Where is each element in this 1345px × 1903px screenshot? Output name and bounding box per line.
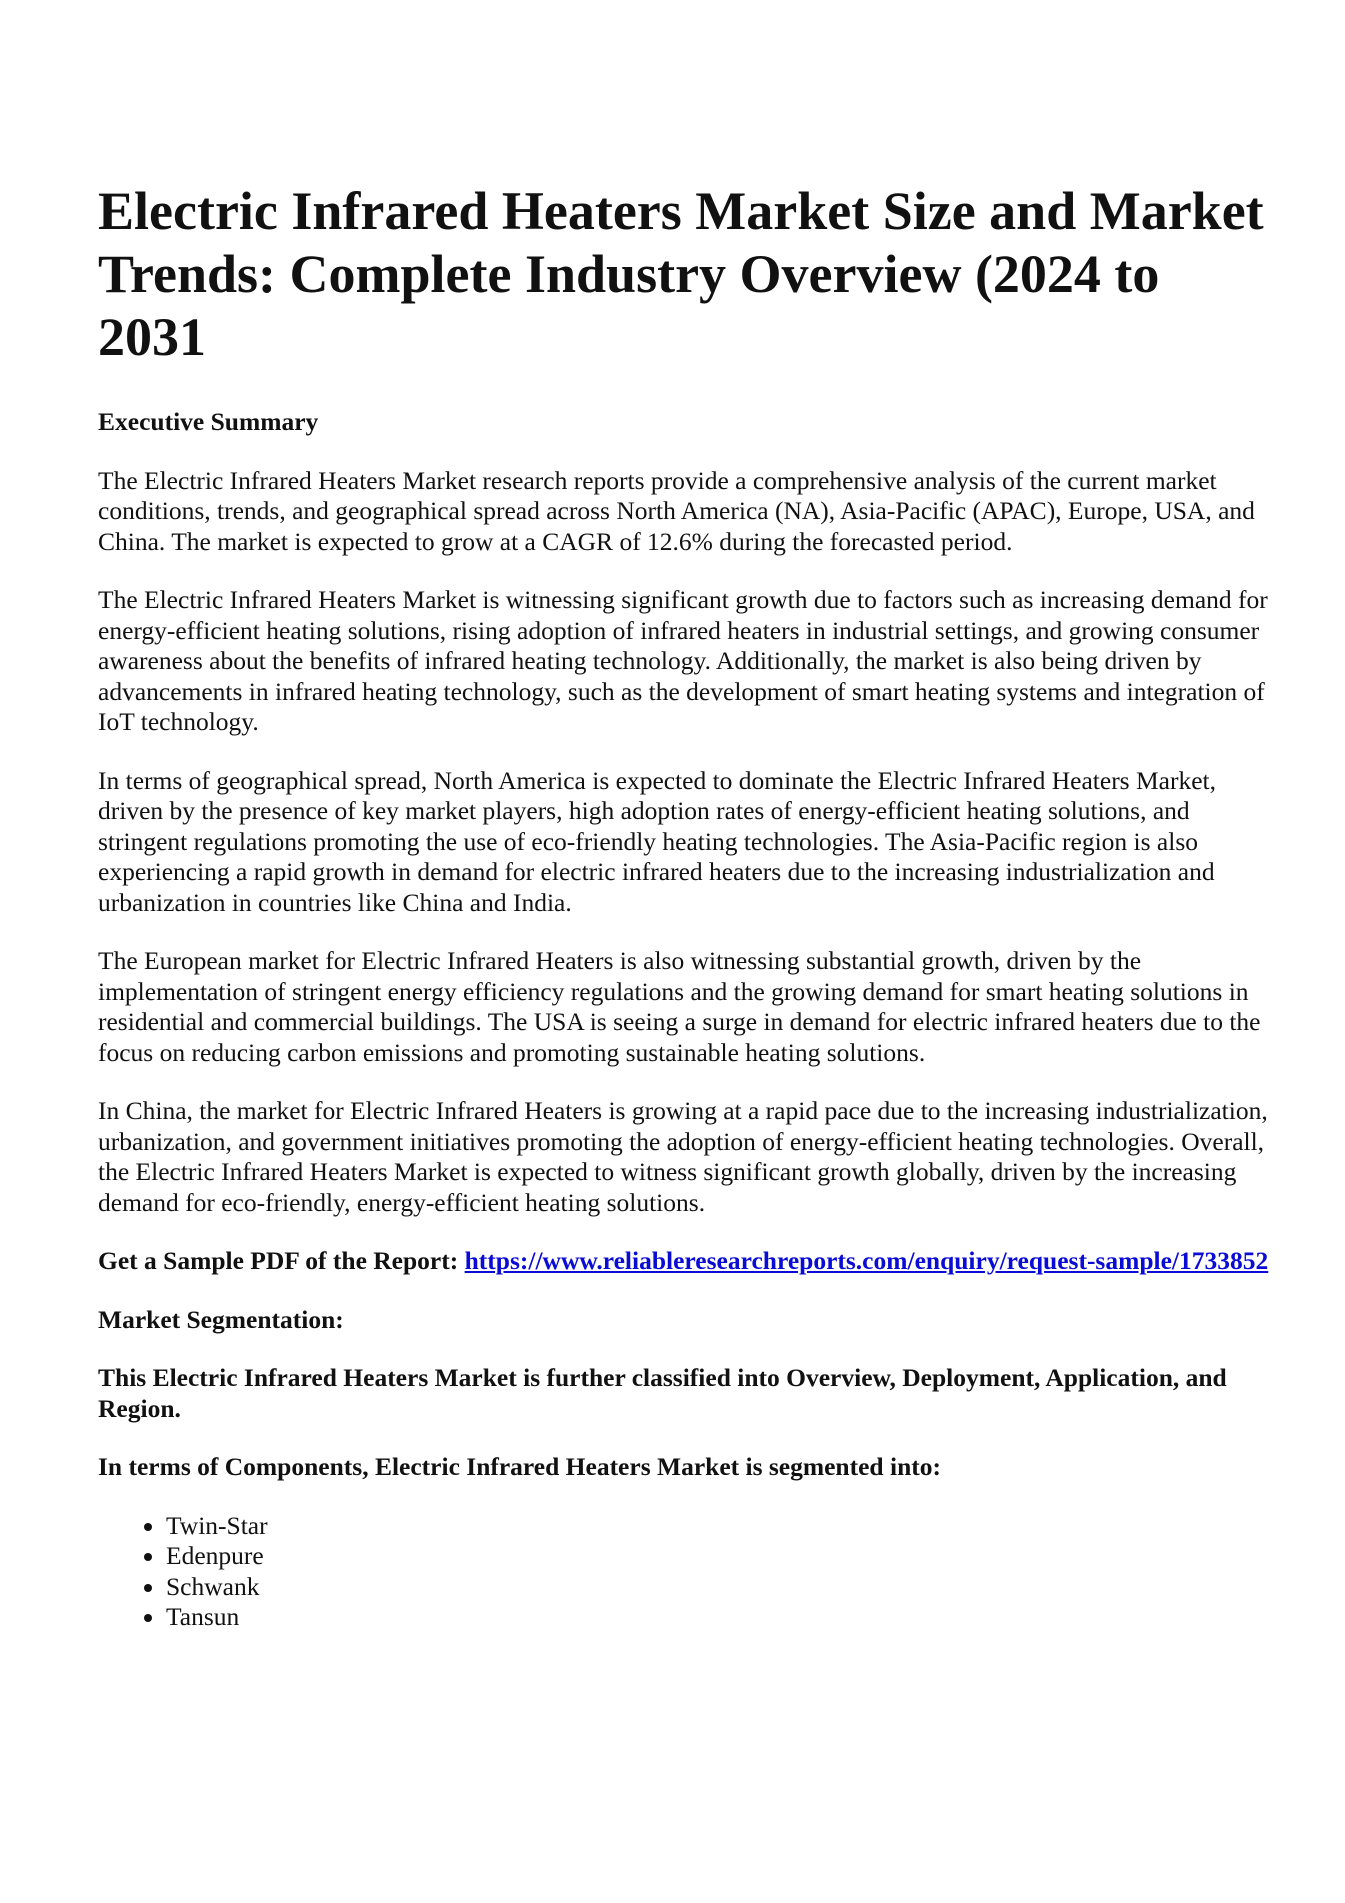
segmentation-intro: This Electric Infrared Heaters Market is further classified into Overview, Deployment, Application, and Region. xyxy=(98,1363,1227,1423)
paragraph-china: In China, the market for Electric Infrared Heaters is growing at a rapid pace due to the increasing industrialization, urbanization, and government initiatives promoting the adoption of energy-efficient heating technologies. Overall, the Electric Infrared Heaters Market is expected to witness significant growth globally, driven by the increasing demand for eco-friendly, energy-efficient heating solutions. xyxy=(98,1096,1268,1217)
list-item: • Twin-Star xyxy=(166,1511,1270,1542)
paragraph-growth-drivers: The Electric Infrared Heaters Market is witnessing significant growth due to factors such as increasing demand for energy-efficient heating solutions, rising adoption of infrared heaters in industrial settings, and growing consumer awareness about the benefits of infrared heating technology. Additionally, the market is also being driven by advancements in infrared heating technology, such as the development of smart heating systems and integration of IoT technology. xyxy=(98,585,1268,736)
paragraph-geographical-spread: In terms of geographical spread, North America is expected to dominate the Electric Infrared Heaters Market, driven by the presence of key market players, high adoption rates of energy-efficient heating solutions, and stringent regulations promoting the use of eco-friendly heating technologies. The Asia-Pacific region is also experiencing a rapid growth in demand for electric infrared heaters due to the increasing industrialization and urbanization in countries like China and India. xyxy=(98,765,1216,917)
list-item: • Edenpure xyxy=(166,1541,1270,1572)
paragraph-overview: The Electric Infrared Heaters Market research reports provide a comprehensive analysis of the current market conditions, trends, and geographical spread across North America (NA), Asia-Pacific (APAC), Europe, USA, and China. The market is expected to grow at a CAGR of 12.6% during the forecasted period. xyxy=(98,465,1255,556)
list-item: • Schwank xyxy=(166,1572,1270,1603)
executive-summary-heading: Executive Summary xyxy=(98,407,319,436)
page-title: Electric Infrared Heaters Market Size and Market Trends: Complete Industry Overview (2024 to 2031 xyxy=(98,181,1264,367)
document-page xyxy=(98,180,1270,1633)
sample-pdf-line xyxy=(98,1246,1270,1277)
sample-pdf-label: Get a Sample PDF of the Report: xyxy=(98,1246,465,1275)
list-item: • Tansun xyxy=(166,1602,1270,1633)
components-list xyxy=(98,1511,1270,1633)
sample-pdf-link[interactable]: https://www.reliableresearchreports.com/enquiry/request-sample/1733852 xyxy=(464,1246,1269,1275)
segmentation-heading: Market Segmentation: xyxy=(98,1304,344,1334)
components-heading: In terms of Components, Electric Infrared Heaters Market is segmented into: xyxy=(98,1452,941,1481)
paragraph-europe-usa: The European market for Electric Infrared Heaters is also witnessing substantial growth, driven by the implementation of stringent energy efficiency regulations and the growing demand for smart heating solutions in residential and commercial buildings. The USA is seeing a surge in demand for electric infrared heaters due to the focus on reducing carbon emissions and promoting sustainable heating solutions. xyxy=(98,946,1261,1067)
